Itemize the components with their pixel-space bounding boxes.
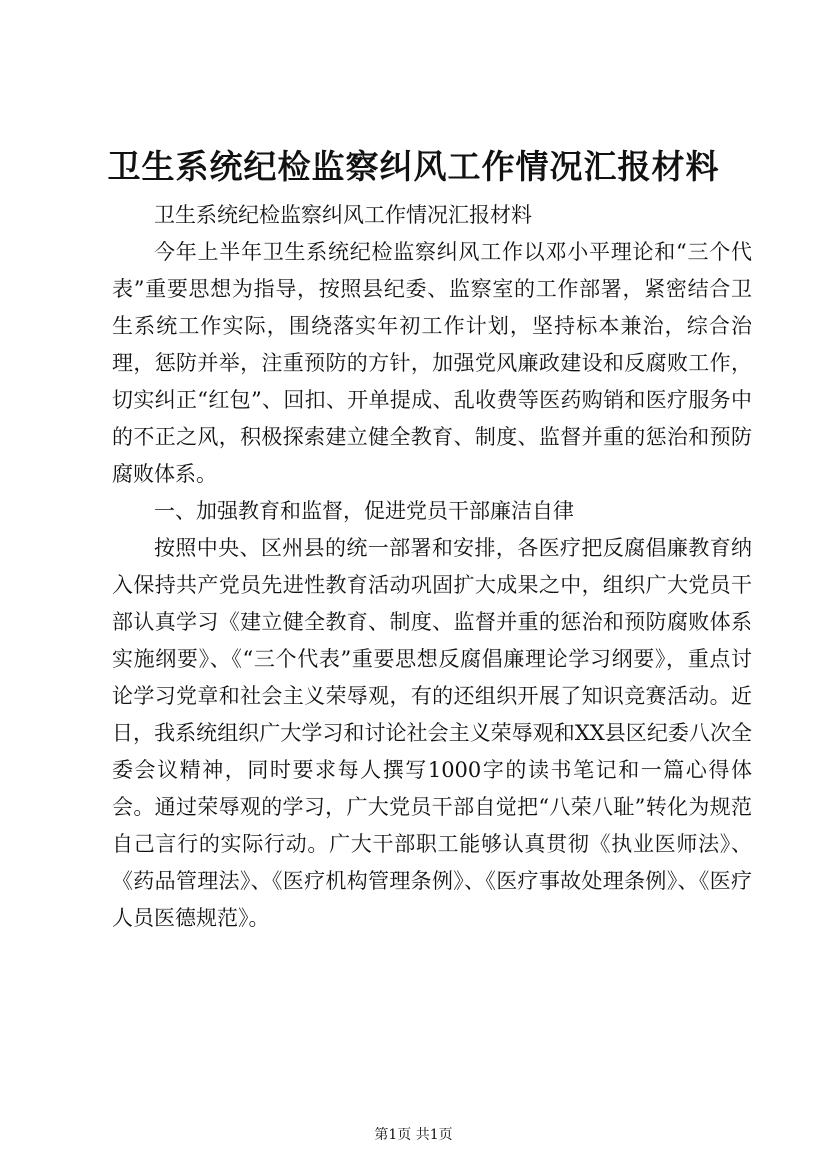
section-heading: 一、加强教育和监督，促进党员干部廉洁自律 [154,499,574,523]
document-subtitle: 卫生系统纪检监察纠风工作情况汇报材料 [154,203,532,227]
document-body [112,197,752,937]
page-footer: 第1页 共1页 [374,1127,453,1143]
paragraph-intro: 今年上半年卫生系统纪检监察纠风工作以邓小平理论和“三个代表”重要思想为指导，按照县纪委、监察室的工作部署，紧密结合卫生系统工作实际，围绕落实年初工作计划，坚持标本兼治，综合治理，惩防并举，注重预防的方针，加强党风廉政建设和反腐败工作，切实纠正“红包”、回扣、开单提成、乱收费等医药购销和医疗服务中的不正之风，积极探索建立健全教育、制度、监督并重的惩治和预防腐败体系。 [112,240,752,486]
paragraph-section-1: 按照中央、区州县的统一部署和安排，各医疗把反腐倡廉教育纳入保持共产党员先进性教育活动巩固扩大成果之中，组织广大党员干部认真学习《建立健全教育、制度、监督并重的惩治和预防腐败体系实施纲要》、《“三个代表”重要思想反腐倡廉理论学习纲要》，重点讨论学习党章和社会主义荣辱观，有的还组织开展了知识竞赛活动。近日，我系统组织广大学习和讨论社会主义荣辱观和XX县区纪委八次全委会议精神，同时要求每人撰写1000字的读书笔记和一篇心得体会。通过荣辱观的学习，广大党员干部自觉把“八荣八耻”转化为规范自己言行的实际行动。广大干部职工能够认真贯彻《执业医师法》、《药品管理法》、《医疗机构管理条例》、《医疗事故处理条例》、《医疗人员医德规范》。 [112,536,752,930]
document-title: 卫生系统纪检监察纠风工作情况汇报材料 [107,147,720,186]
